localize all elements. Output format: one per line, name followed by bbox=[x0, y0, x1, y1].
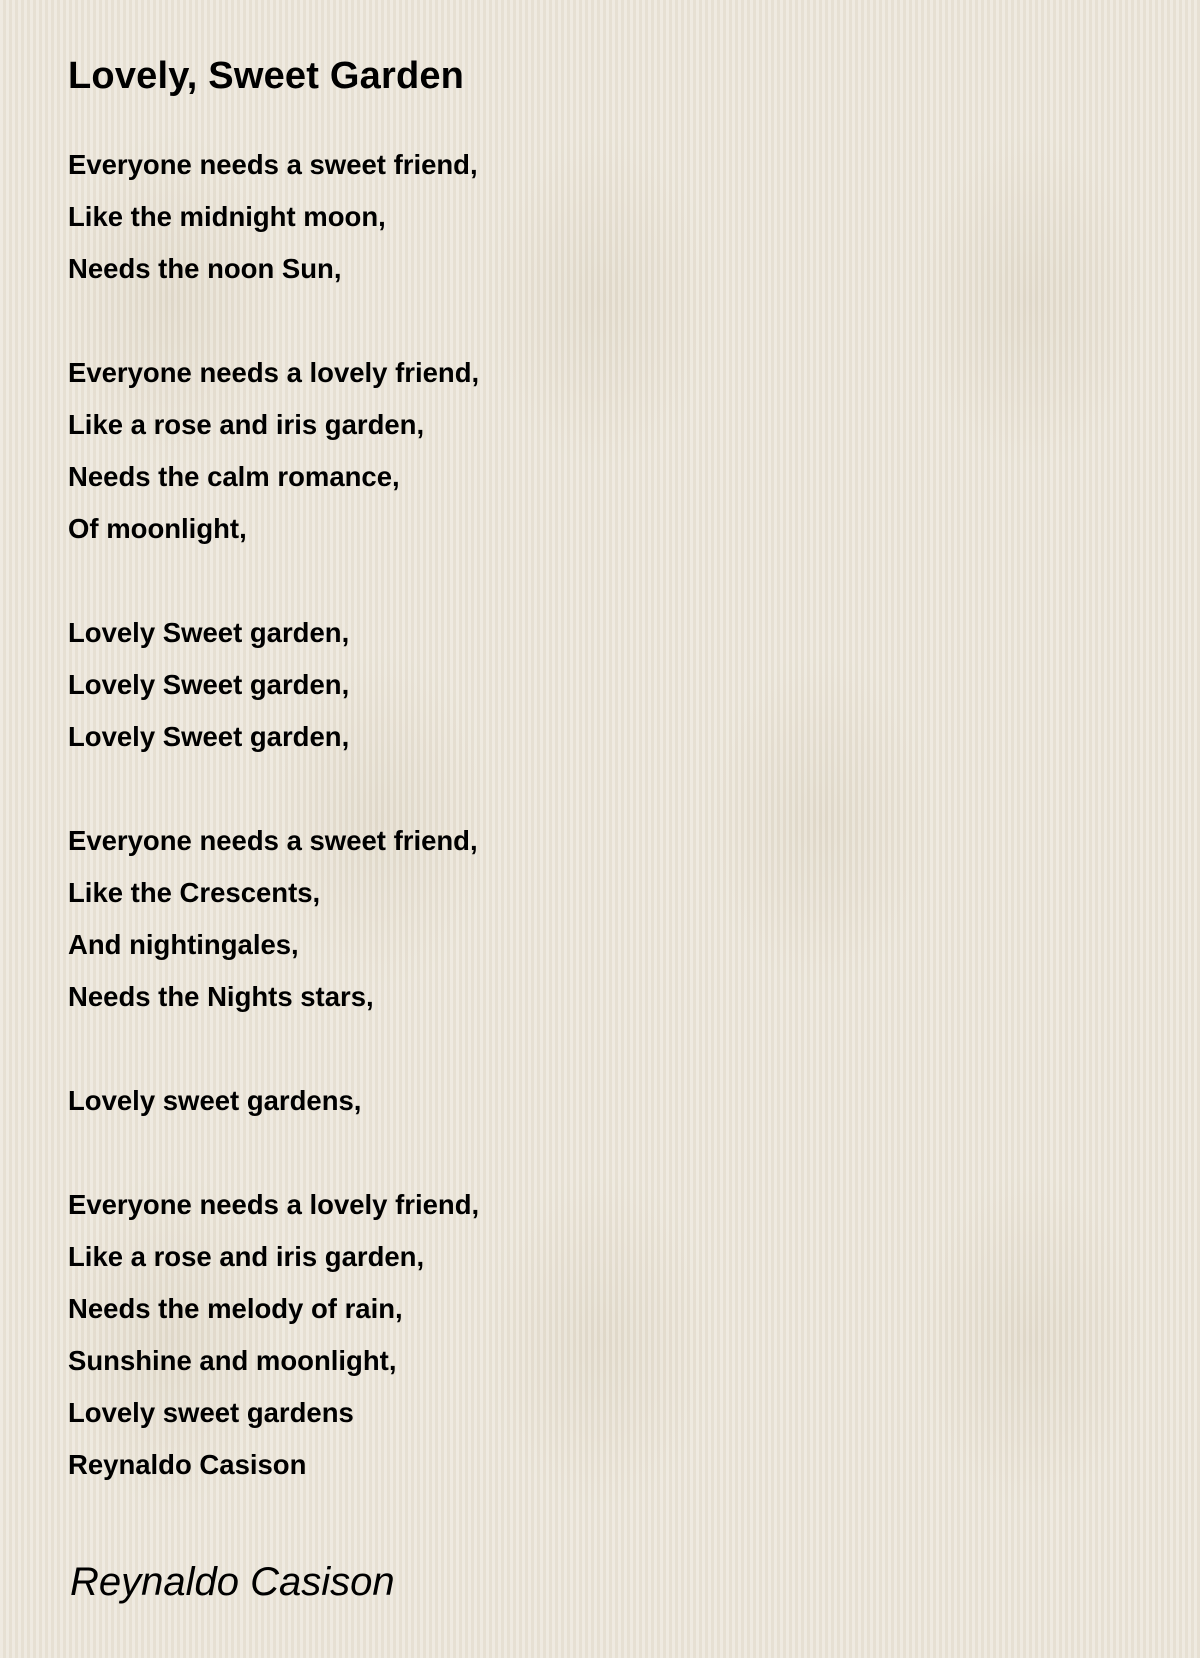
poem-body bbox=[68, 139, 1148, 1491]
poem-line: Sunshine and moonlight, bbox=[68, 1345, 397, 1376]
poem-page bbox=[68, 50, 1148, 1491]
poem-line: Everyone needs a sweet friend, bbox=[68, 149, 478, 180]
poem-title: Lovely, Sweet Garden bbox=[68, 55, 465, 97]
stanza bbox=[68, 607, 1148, 763]
stanza bbox=[68, 139, 1148, 295]
poem-line: Like the midnight moon, bbox=[68, 201, 386, 232]
poem-line: Lovely Sweet garden, bbox=[68, 669, 350, 700]
author-signature: Reynaldo Casison bbox=[70, 1560, 395, 1604]
stanza bbox=[68, 1075, 1148, 1127]
poem-line: Lovely Sweet garden, bbox=[68, 617, 350, 648]
stanza bbox=[68, 815, 1148, 1023]
poem-line: Everyone needs a lovely friend, bbox=[68, 357, 480, 388]
poem-line: Everyone needs a sweet friend, bbox=[68, 825, 478, 856]
poem-line: Reynaldo Casison bbox=[68, 1449, 307, 1480]
poem-line: Like a rose and iris garden, bbox=[68, 409, 425, 440]
poem-line: Of moonlight, bbox=[68, 513, 247, 544]
poem-line: Needs the melody of rain, bbox=[68, 1293, 403, 1324]
poem-line: Like a rose and iris garden, bbox=[68, 1241, 425, 1272]
poem-line: And nightingales, bbox=[68, 929, 299, 960]
poem-line: Lovely Sweet garden, bbox=[68, 721, 350, 752]
poem-line: Lovely sweet gardens bbox=[68, 1397, 354, 1428]
poem-line: Needs the noon Sun, bbox=[68, 253, 342, 284]
poem-line: Like the Crescents, bbox=[68, 877, 321, 908]
poem-line: Lovely sweet gardens, bbox=[68, 1085, 362, 1116]
poem-line: Everyone needs a lovely friend, bbox=[68, 1189, 480, 1220]
poem-line: Needs the Nights stars, bbox=[68, 981, 374, 1012]
stanza bbox=[68, 1179, 1148, 1491]
stanza bbox=[68, 347, 1148, 555]
poem-line: Needs the calm romance, bbox=[68, 461, 400, 492]
